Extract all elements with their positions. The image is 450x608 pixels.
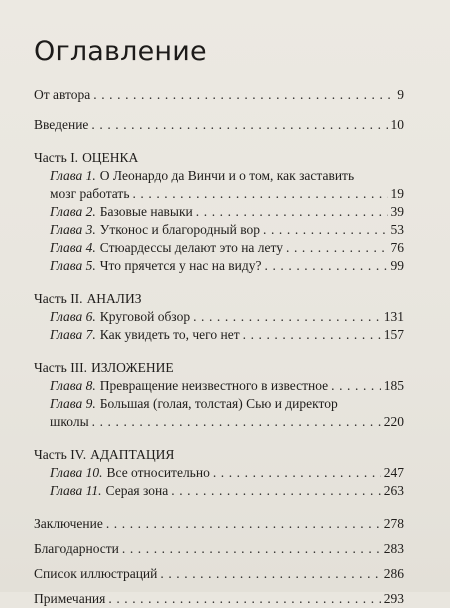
leader-dots [122, 540, 381, 558]
leader-dots [93, 86, 394, 104]
entry-label: Введение [34, 117, 89, 132]
toc-entry-notes[interactable] [34, 590, 404, 608]
chapter-number: Глава 5. [50, 258, 96, 273]
chapter-title: Что прячется у нас на виду? [99, 258, 262, 273]
toc-chapter-2[interactable] [34, 203, 404, 221]
chapter-title: Базовые навыки [99, 204, 193, 219]
leader-dots [196, 203, 388, 221]
leader-dots [171, 482, 381, 500]
leader-dots [243, 326, 381, 344]
toc-chapter-4[interactable] [34, 239, 404, 257]
part-label: Часть I. [34, 150, 79, 165]
table-of-contents [34, 86, 404, 608]
entry-label: От автора [34, 87, 91, 102]
leader-dots [132, 185, 387, 203]
entry-page: 247 [383, 465, 404, 480]
entry-page: 283 [383, 541, 404, 556]
part-heading-4[interactable] [34, 446, 404, 464]
toc-chapter-3[interactable] [34, 221, 404, 239]
toc-chapter-5[interactable] [34, 257, 404, 275]
chapter-number: Глава 2. [50, 204, 96, 219]
entry-page: 220 [383, 414, 404, 429]
toc-entry-intro[interactable] [34, 116, 404, 134]
chapter-number: Глава 4. [50, 240, 96, 255]
chapter-title-line1: Большая (голая, толстая) Сью и директор [99, 396, 338, 411]
leader-dots [331, 377, 381, 395]
entry-page: 185 [383, 378, 404, 393]
chapter-title: Утконос и благородный вор [99, 222, 261, 237]
toc-chapter-10[interactable] [34, 464, 404, 482]
part-name: ОЦЕНКА [82, 150, 139, 165]
part-heading-3[interactable] [34, 359, 404, 377]
entry-label: Благодарности [34, 541, 119, 556]
chapter-title: Превращение неизвестного в известное [99, 378, 329, 393]
toc-chapter-7[interactable] [34, 326, 404, 344]
entry-page: 10 [390, 117, 404, 132]
chapter-number: Глава 9. [50, 396, 96, 411]
part-heading-1[interactable] [34, 149, 404, 167]
leader-dots [92, 413, 381, 431]
chapter-title: Как увидеть то, чего нет [99, 327, 240, 342]
part-name: ИЗЛОЖЕНИЕ [91, 360, 174, 375]
toc-entry-conclusion[interactable] [34, 515, 404, 533]
chapter-title: Все относительно [106, 465, 210, 480]
toc-chapter-11[interactable] [34, 482, 404, 500]
toc-entry-author[interactable] [34, 86, 404, 104]
part-label: Часть III. [34, 360, 88, 375]
chapter-number: Глава 8. [50, 378, 96, 393]
toc-chapter-9[interactable] [34, 395, 404, 431]
leader-dots [265, 257, 388, 275]
part-heading-2[interactable] [34, 290, 404, 308]
entry-page: 157 [383, 327, 404, 342]
entry-page: 99 [390, 258, 404, 273]
chapter-title: Стюардессы делают это на лету [99, 240, 283, 255]
part-label: Часть II. [34, 291, 83, 306]
entry-label: Примечания [34, 591, 106, 606]
chapter-title: Серая зона [105, 483, 169, 498]
chapter-title: Круговой обзор [99, 309, 191, 324]
part-name: АДАПТАЦИЯ [90, 447, 175, 462]
chapter-number: Глава 7. [50, 327, 96, 342]
chapter-number: Глава 10. [50, 465, 103, 480]
page-title: Оглавление [34, 36, 207, 67]
leader-dots [193, 308, 381, 326]
chapter-title-line2: мозг работать [50, 186, 130, 201]
leader-dots [286, 239, 388, 257]
chapter-number: Глава 3. [50, 222, 96, 237]
entry-page: 131 [383, 309, 404, 324]
toc-chapter-1[interactable] [34, 167, 404, 203]
leader-dots [106, 515, 381, 533]
leader-dots [160, 565, 380, 583]
entry-label: Заключение [34, 516, 103, 531]
part-label: Часть IV. [34, 447, 87, 462]
entry-page: 53 [390, 222, 404, 237]
chapter-title-line1: О Леонардо да Винчи и о том, как заставить [99, 168, 355, 183]
leader-dots [108, 590, 380, 608]
leader-dots [91, 116, 387, 134]
entry-page: 76 [390, 240, 404, 255]
entry-page: 19 [390, 186, 404, 201]
entry-page: 263 [383, 483, 404, 498]
toc-chapter-6[interactable] [34, 308, 404, 326]
leader-dots [213, 464, 381, 482]
entry-page: 278 [383, 516, 404, 531]
entry-label: Список иллюстраций [34, 566, 158, 581]
part-name: АНАЛИЗ [86, 291, 142, 306]
chapter-title-line2: школы [50, 414, 89, 429]
chapter-number: Глава 6. [50, 309, 96, 324]
entry-page: 9 [397, 87, 404, 102]
toc-entry-acknowledgements[interactable] [34, 540, 404, 558]
leader-dots [263, 221, 387, 239]
toc-entry-illustrations[interactable] [34, 565, 404, 583]
toc-chapter-8[interactable] [34, 377, 404, 395]
entry-page: 286 [383, 566, 404, 581]
chapter-number: Глава 1. [50, 168, 96, 183]
entry-page: 39 [390, 204, 404, 219]
chapter-number: Глава 11. [50, 483, 102, 498]
entry-page: 293 [383, 591, 404, 606]
